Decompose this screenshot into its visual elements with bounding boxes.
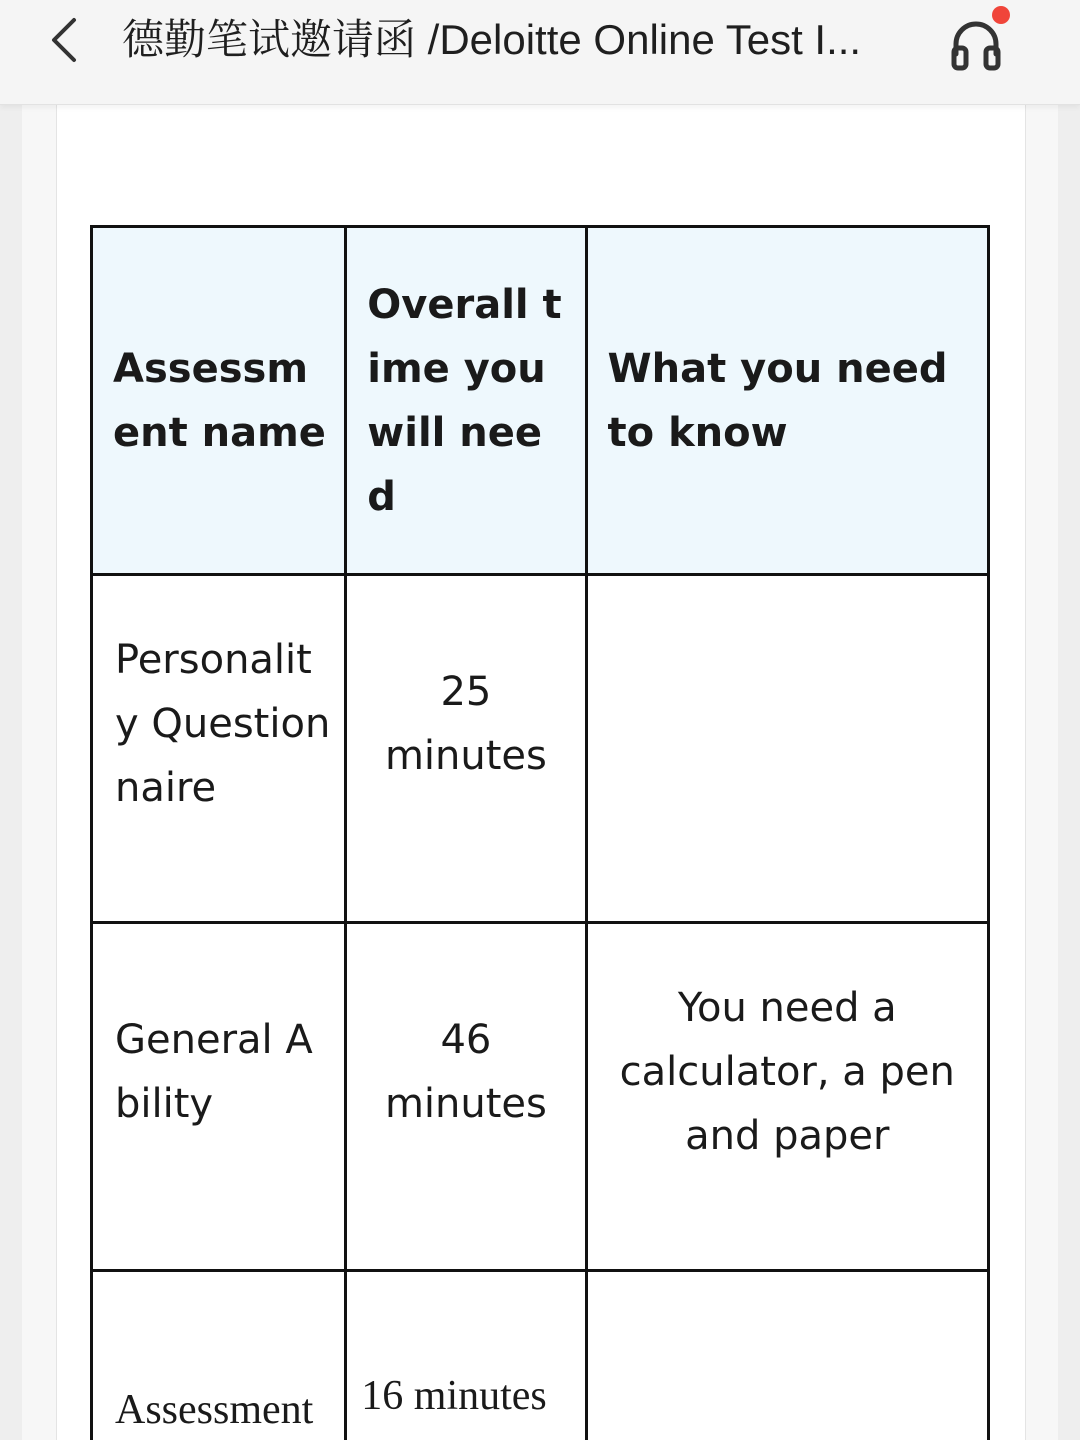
cell-assessment-name: Personality Questionnaire — [92, 575, 346, 923]
cell-overall-time: 46 minutes — [346, 923, 586, 1271]
back-button[interactable] — [36, 10, 92, 70]
cell-what-to-know — [586, 575, 988, 923]
cell-assessment-name: General Ability — [92, 923, 346, 1271]
top-nav-bar — [0, 0, 1080, 105]
table-row — [92, 575, 989, 923]
customer-support-button[interactable] — [944, 6, 1014, 72]
table-row — [92, 923, 989, 1271]
header-assessment-name: Assessment name — [92, 227, 346, 575]
chevron-left-icon — [44, 14, 84, 66]
notification-dot — [992, 6, 1010, 24]
cell-assessment-name: Assessment — [92, 1271, 346, 1440]
table-header-row — [92, 227, 989, 575]
cell-overall-time: 16 minutes — [346, 1271, 586, 1440]
table-row — [92, 1271, 989, 1440]
cell-what-to-know: You need a calculator, a pen and paper — [586, 923, 988, 1271]
assessment-table — [90, 225, 990, 1440]
header-what-to-know: What you need to know — [586, 227, 988, 575]
header-overall-time: Overall time you will need — [346, 227, 586, 575]
cell-what-to-know — [586, 1271, 988, 1440]
cell-overall-time: 25 minutes — [346, 575, 586, 923]
page-title: 德勤笔试邀请函 /Deloitte Online Test I... — [122, 16, 862, 63]
